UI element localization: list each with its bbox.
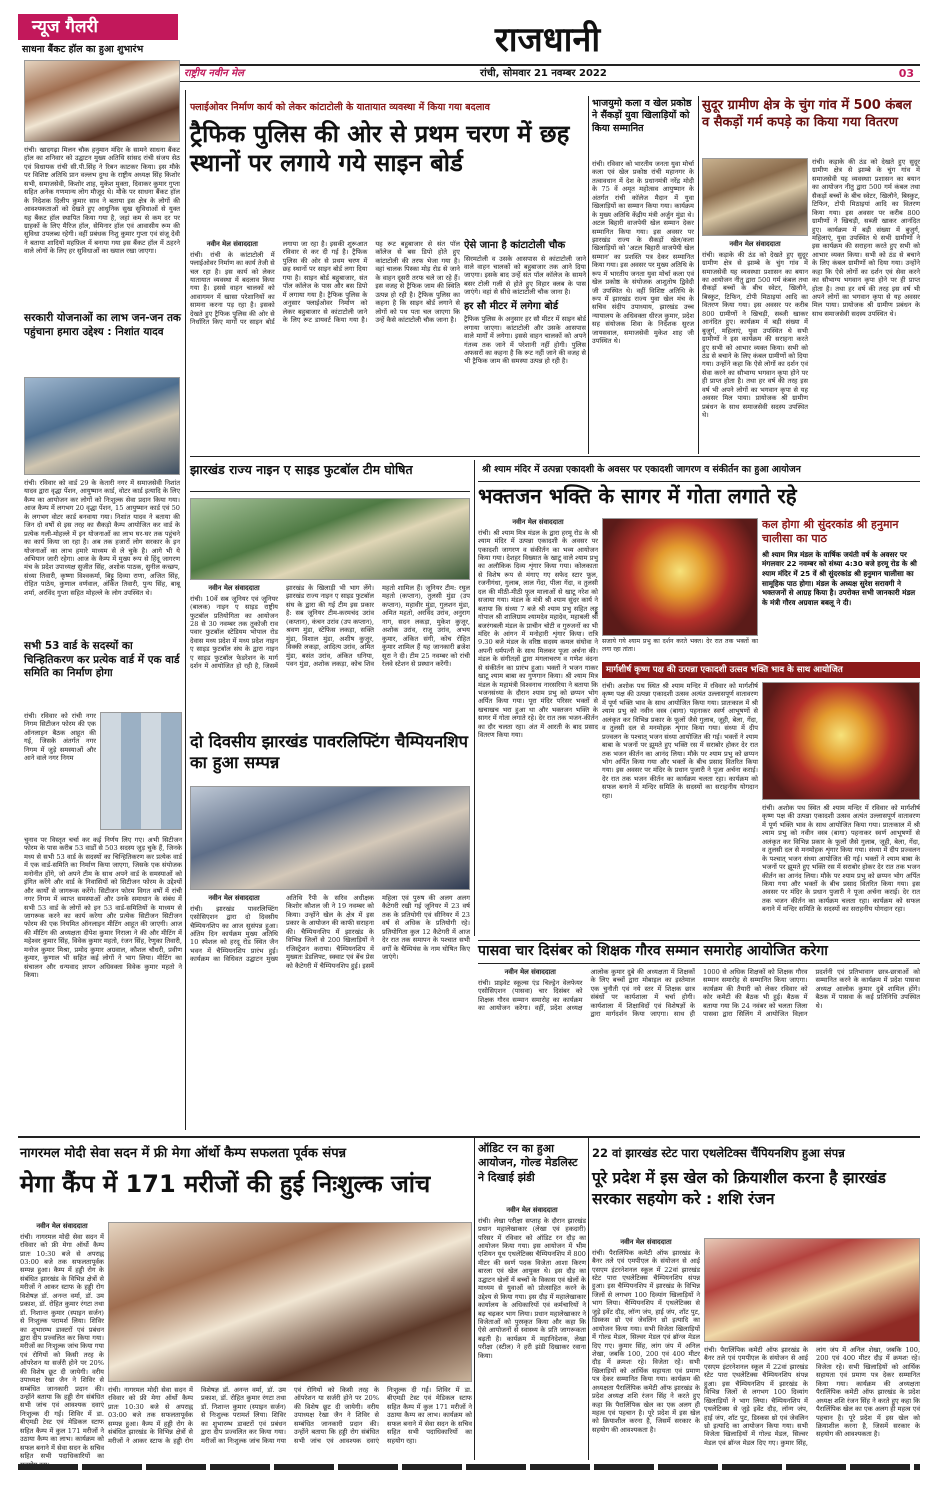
modi-headline: मेगा कैंप में 171 मरीजों की हुई निःशुल्क जांच xyxy=(20,1170,431,1198)
modi-byline: नवीन मेल संवाददाता xyxy=(36,1222,88,1230)
audit-byline: नवीन मेल संवाददाता xyxy=(506,1206,558,1214)
blanket-byline: नवीन मेल संवाददाता xyxy=(729,240,781,248)
athletics-headline: पूरे प्रदेश में इस खेल को क्रियाशील करना है झारखंड सरकार सहयोग करे : शशि रंजन xyxy=(592,1169,886,1208)
traffic-byline: नवीन मेल संवाददाता xyxy=(206,240,258,248)
teacher-body xyxy=(478,968,920,1130)
traffic-body xyxy=(190,240,460,452)
temple-body xyxy=(478,518,598,934)
traffic-sub-2: ऐसे जाना है कांटाटोली चौक xyxy=(464,240,566,251)
temple-photo-caption: सजाये गये श्याम प्रभु का दर्शन करते भक्त। देर रात तक भक्तों का लगा रहा तांता। xyxy=(602,638,758,653)
ortho-camp-photo xyxy=(108,1222,472,1382)
temple-sub-body: रांची। अशोक पथ स्थित श्री श्याम मन्दिर में रविवार को मार्गशीर्ष कृष्ण पक्ष की उत्पन्ना एकादशी उत्सव अत्यंत उल्लासपूर्ण वातावरण में पूर्ण भक्ति भाव के साथ आयोजित किया गया। प्रातःकाल में श्री श्याम प्रभु को नवीन वस्त्र (बागा) पहनाकर स्वर्ण आभूषणों से अलंकृत कर विभिन्न प्रकार के फूलों जैसे गुलाब, जूही, बेला, गेंदा, व तुलसी दल से मनमोहक शृंगार किया गया। संध्या में दीप प्रज्वलन के पश्चात् भजन संध्या आयोजित की गई। भक्तों ने श्याम बाबा के भजनों पर झूमते हुए भक्ति रस में सराबोर होकर देर रात तक भजन कीर्तन का आनंद लिया। मौके पर श्याम प्रभु को छप्पन भोग अर्पित किया गया और भक्तों के बीच प्रसाद वितरित किया गया। इस अवसर पर मंदिर के प्रधान पुजारी ने पूजा अर्चना कराई। देर रात तक भजन कीर्तन का कार्यक्रम चलता रहा। कार्यक्रम को सफल बनाने में मन्दिर समिति के सदस्यों का सराहनीय योगदान रहा। xyxy=(602,682,758,800)
bhajyumo-rule xyxy=(588,96,589,454)
left-column-rule xyxy=(185,90,186,1130)
audit-body-text: रांची। लेखा परीक्षा सप्ताह के दौरान झारखंड प्रधान महालेखाकार (लेखा एवं हकदारी) परिसर में रविवार को ऑडिट रन दौड़ का आयोजन किया गया। इस आयोजन में भीम एशियन यूथ एथलेटिक्स चैम्पियनशिप में 800 मीटर की स्वर्ण पदक विजेता आशा किरण बारला एवं खेल आयुक्त थे। इस दौड़ का उद्घाटन खेलों में बच्चों के विकास एवं खेलों के माध्यम से युवाओं को प्रोत्साहित करने के उद्देश्य से किया गया। इस दौड़ में महालेखाकार कार्यालय के अधिकारियों एवं कर्मचारियों ने बढ़ चढ़कर भाग लिया। प्रधान महालेखाकार ने विजेताओं को पुरस्कृत किया और कहा कि ऐसे आयोजनों से स्वास्थ्य के प्रति जागरूकता बढ़ती है। कार्यक्रम में महानिदेशक, लेखा परीक्षा (स्टील) ने हरी झंडी दिखाकर रवाना किया। xyxy=(478,1216,586,1360)
powerlifting-byline: नवीन मेल संवाददाता xyxy=(208,894,260,902)
blanket-distribution-photo xyxy=(702,158,808,236)
modi-body xyxy=(20,1222,104,1461)
gallery-item-3-title: सभी 53 वार्ड के सदस्यों का चिन्हितिकरण कर प्रत्येक वार्ड में एक वार्ड समिति का निर्माण होगा xyxy=(24,640,180,680)
page-number: 03 xyxy=(898,67,914,80)
athletics-body-cont: रांची। पैरालिंपिक कमेटी ऑफ झारखंड के बैनर तले एवं एमपीएल के संयोजन से आई एसएम इंटरनेशनल स्कूल में 22वां झारखंड स्टेट पारा एथलेटिक्स चैम्पियनशिप संपन्न हुआ। इस चैम्पियनशिप में झारखंड के विभिन्न जिलों से लगभग 100 दिव्यांग खिलाड़ियों ने भाग लिया। चैम्पियनशिप में एथलेटिक्स से जुड़े इवेंट दौड़, लॉन्ग जंप, हाई जंप, शॉट पुट, डिस्कस थ्रो एवं जेवलिन थ्रो इत्यादि का आयोजन किया गया। सभी विजेता खिलाड़ियों में गोल्ड मेडल, सिल्वर मेडल एवं ब्रॉन्ज मेडल दिए गए। कुमार सिंह, लांग जंप में अनिल शेखा, जबकि 100, 200 एवं 400 मीटर दौड़ में क्रमशः रहे। विजेता रहे। सभी खिलाड़ियों को आर्थिक सहायता एवं प्रमाण पत्र देकर सम्मानित किया गया। कार्यक्रम की अध्यक्षता पैरालिंपिक कमेटी ऑफ झारखंड के प्रदेश अध्यक्ष शशि रंजन सिंह ने करते हुए कहा कि पैरालिंपिक खेल का एक अलग ही महत्व एवं पहचान है। पूरे प्रदेश में इस खेल को क्रियाशील करना है, जिसमें सरकार के सहयोग की आवश्यकता है। xyxy=(704,1346,920,1447)
temple-headline: भक्तजन भक्ति के सागर में गोता लगाते रहे xyxy=(478,484,797,508)
para-athletics-photo xyxy=(704,1238,920,1342)
audit-body xyxy=(478,1206,586,1458)
football-body-text: रांची। 10वें सब जूनियर एवं जूनियर (बालक) नाइन ए साइड राष्ट्रीय फुटबॉल प्रतियोगिता का आयोजन 28 से 30 नवम्बर तक तुकोजी राव पवार फुटबॉल स्टेडियम भोपाल रोड देवास मध्य प्रदेश में मध्य प्रदेश नाइन ए साइड फुटबॉल संघ के द्वारा नाइन ए साइड फुटबॉल फेडरेशन के मार्ग दर्शन में आयोजित हो रही है, जिसमें झारखंड के खिलाड़ी भी भाग लेंगे। झारखंड राज्य नाइन ए साइड फुटबॉल संघ के द्वारा की गई टीम इस प्रकार है: सब जूनियर टीम-करमचंद उरांव (कप्तान), कंचन उरांव (उप कप्तान), श्रवण मुंडा, स्टेफिस लकड़ा, सक्ति मुंडा, विशाल मुंडा, अशीष कुजूर, विक्की लकड़ा, आदित्य उरांव, अमित मुंडा, बसंत उरांव, अंकित धनिया, पवन मुंडा, अशोक लकड़ा, कोच शिव महतो शामिल हैं। जूनियर टीम: रघुल महतो (कप्तान), तुलसी मुंडा (उप कप्तान), महावीर मुंडा, गुलशन मुंडा, अमित महतो, अरविंद उरांव, अनुराग नाग, सदन लकड़ा, मुकेश कुजूर, अशोक उरांव, राजू उरांव, अभय कुमार, अंकित संगी, कोच रोहित कुमार शामिल हैं यह जानकारी ब्रजेश सूरा ने दी। टीम 25 नवम्बर को रांची रेलवे स्टेशन से प्रस्थान करेंगी। xyxy=(190,584,470,671)
teacher-byline: नवीन मेल संवाददाता xyxy=(504,968,556,976)
athletics-body xyxy=(592,1238,700,1458)
news-gallery-label: न्यूज गैलरी xyxy=(18,14,178,40)
temple-byline: नवीन मेल संवाददाता xyxy=(512,518,564,526)
temple-inset xyxy=(762,518,920,658)
temple-sub-kicker: मार्गशीर्ष कृष्ण पक्ष की उत्पन्ना एकादशी उत्सव भक्ति भाव के साथ आयोजित xyxy=(602,662,920,678)
traffic-sub-1-body: ट्रैफिक पुलिस के अनुसार हर सौ मीटर में साइन बोर्ड लगाया जाएगा। कांटाटोली और उसके आसपास वाले मार्गों में लगेगा। इससे वाहन चालकों को अपने गंतव्य तक जाने में परेशानी नहीं होगी। पुलिस अफसरों का कहना है कि रूट नहीं जाने की वजह से भी ट्रैफिक जाम की समस्या उत्पन्न हो रही है। xyxy=(464,315,586,366)
traffic-sub-1: हर सौ मीटर में लगेगा बोर्ड xyxy=(464,300,559,312)
mid-rule-1 xyxy=(190,456,920,457)
powerlifting-photo xyxy=(190,786,470,890)
temple-inset-body: श्री श्याम मित्र मंडल के वार्षिक जयंती वर्ष के अवसर पर मंगलवार 22 नवम्बर को संध्या 4:30 बजे हरमू रोड के श्री श्याम मंदिर में 25 वें श्री सुंदरकांड श्री हनुमान चालीसा का सामूहिक पाठ होगा। मंडल के अध्यक्ष सुरेश सरावगी ने भक्तजनों से आग्रह किया है। उपरोक्त सभी जानकारी मंडल के मंत्री गौरव अग्रवाल बबलू ने दी। xyxy=(762,549,917,608)
athletics-kicker: 22 वां झारखंड स्टेट पारा एथलेटिक्स चैंपियनशिप हुआ संपन्न xyxy=(592,1146,845,1160)
traffic-headline: ट्रैफिक पुलिस की ओर से प्रथम चरण में छह स्थानों पर लगाये गये साइन बोर्ड xyxy=(190,120,570,178)
audit-rule xyxy=(474,1138,475,1460)
powerlifting-body xyxy=(190,894,470,1034)
powerlifting-body-text: रांची। झारखंड पावरलिफ्टिंग एसोसिएशन द्वारा दो दिवसीय चैम्पियनशिप का आज सुसंपन्न हुआ। अंतिम दिन कार्यक्रम मुख्य अतिथि 10 स्पेशल को हरदू रोड स्थित जैन भवन में चैम्पियनशिप प्रारंभ हुई। कार्यक्रम का विधिवत उद्घाटन मुख्य अतिथि रैंपी के सरिव अधीक्षक किशोर कौशल जी ने 19 नवम्बर को किया। उन्होंने खेल के क्षेत्र में इस प्रकार के आयोजन की काफी सराहना की। चैम्पियनशिप में झारखंड के विभिन्न जिलों से 200 खिलाड़ियों ने रजिस्ट्रेशन कराया। चैम्पियनशिप में मुख्यतः डेडलिफ्ट, स्क्वाट एवं बेंच प्रेस को कैटेगरी में चैम्पियनशिप हुई। इसमें महिला एवं पुरुष की अलग अलग कैटेगरी रखी गई जूनियर में 23 वर्ष तक के प्रतियोगी एवं सीनियर में 23 वर्ष से अधिक के प्रतियोगी रहे। प्रतियोगिता कुल 12 कैटेगरी में आज देर रात तक समापन के पश्चात सभी वर्गों के चैम्पियंस के नाम घोषित किए जाएंगे। xyxy=(190,894,470,970)
gallery-item-2-title: सरकारी योजनाओं का लाभ जन-जन तक पहुंचाना हमारा उद्देश्य : निशांत यादव xyxy=(24,312,181,338)
football-body xyxy=(190,584,470,726)
bhajyumo-body: रांची। रविवार को भारतीय जनता युवा मोर्चा कला एवं खेल प्रकोष्ठ रांची महानगर के तत्वावधान में देश के प्रधानमंत्री नरेंद्र मोदी के 75 वें अमृत महोत्सव आयुष्मान के अंतर्गत रांची कॉलेज मैदान में युवा खिलाड़ियों का सम्मान किया गया। कार्यक्रम के मुख्य अतिथि केंद्रीय मंत्री अर्जुन मुंडा थे। अटल बिहारी वाजपेयी खेल सम्मान देकर सम्मानित किया गया। इस अवसर पर झारखंड राज्य के सैकड़ों खेल/कला खिलाड़ियों को 'अटल बिहारी वाजपेयी खेल सम्मान' का प्रशस्ति पत्र देकर सम्मानित किया गया। इस अवसर पर मुख्य अतिथि के रूप में भारतीय जनता युवा मोर्चा कला एवं खेल प्रकोष्ठ के संयोजक आशुतोष द्विवेदी जी उपस्थित थे। वहीं विशिष्ट अतिथि के रूप में झारखंड राज्य युवा खेल मंच के सचिव संदीप उपाध्याय, झारखंड उच्च न्यायालय के अधिवक्ता धीरज कुमार, प्रदेश सह संयोजक शिवा के निर्देशक सुरज जायसवाल, समाजसेवी मुकेश शाह जी उपस्थित थे। xyxy=(592,160,694,346)
athletics-rule xyxy=(588,1138,589,1460)
footer-bar xyxy=(18,1464,920,1470)
athletics-byline: नवीन मेल संवाददाता xyxy=(620,1238,672,1246)
brand-name: राष्ट्रीय नवीन मेल xyxy=(184,68,244,79)
gallery-item-2-body: रांची। रविवार को वार्ड 29 के केतारी नगर में समाजसेवी निशांत यादव द्वारा वृद्धा पेंशन, आयुष्मान कार्ड, वोटर कार्ड इत्यादि के लिए कैम्प का आयोजन कर लोगों को निःशुल्क सेवा प्रदान किया गया। आज कैम्प में लगभग 20 वृद्धा पेंशन, 15 आयुष्मान कार्ड एवं 50 के लगभग वोटर कार्ड बनवाया गया। निशांत यादव ने बताया की जिन दो वर्षों से इस तरह का सैकड़ो कैम्प आयोजित कर वार्ड के प्रत्येक गली-मोहल्ले में इन योजनाओं का लाभ घर-घर तक पहुंचने का कार्य किया जा रहा है। अब तक हजारों लोग सरकार के इन योजनाओं का लाभ हमारे माध्यम से ले चुके है। आगे भी ये अभियान जारी रहेगा। आज के कैम्प में मुख्य रूप से हिंदू जागरण मंच के प्रदेश उपाध्यक्ष सुजीत सिंह, अशोक पाठक, सुनील कच्छप, संध्या तिवारी, कृष्णा विश्वकर्मा, बिट्टू दिव्या राणा, अजित सिंह, रोहित पाठेय, कुणाल वर्णवाल, अंकित तिवारी, पुन्य सिंह, बाबू शर्मा, अरविंद गुप्ता सहित मोहल्ले के लोग उपस्थित थे। xyxy=(24,479,180,597)
teacher-body-text: रांची। प्राइवेट स्कूल्स एंड चिल्ड्रेन वेलफेयर एसोसिएशन (पासवा) चार दिसंबर को शिक्षक गौरव सम्मान समारोह का कार्यक्रम का आयोजन करेगा। वहीं, प्रदेश अध्यक्ष आलोक कुमार दुबे की अध्यक्षता में शिक्षकों के लिए बच्चों द्वारा मोबाइल का इस्तेमाल एक चुनौती एवं नये स्तर में शिक्षक छात्र संबंधों पर कार्यशाला में चर्चा होगी। कार्यशाला में शिक्षाविदों एवं विशेषज्ञों के द्वारा मार्गदर्शन किया जाएगा। साथ ही 1000 से अधिक शिक्षकों को शिक्षक गौरव सम्मान समारोह से सम्मानित किया जाएगा। कार्यक्रम की तैयारी को लेकर रविवार को कोर कमेटी की बैठक भी हुई। बैठक में बताया गया कि 24 नवंबर को चलता जिला पासवा द्वारा सिलिंग में आयोजित विज्ञान प्रदर्शनी एवं प्रतिभावान छात्र-छात्राओं को सम्मानित करने के कार्यक्रम में प्रदेश पासवा अध्यक्ष आलोक कुमार दुबे शामिल होंगे। बैठक में पासवा के कई प्रतिनिधि उपस्थित थे। xyxy=(478,968,920,1019)
football-byline: नवीन मेल संवाददाता xyxy=(208,584,260,592)
blanket-headline: सुदूर ग्रामीण क्षेत्र के चुंग गांव में 500 कंबल व सैकड़ों गर्म कपड़े का किया गया वितरण xyxy=(702,98,912,130)
mid-rule-2 xyxy=(18,1136,920,1138)
section-title: राजधानी xyxy=(494,20,601,60)
audit-headline: ऑडिट रन का हुआ आयोजन, गोल्ड मेडलिस्ट ने दिखाई झंडी xyxy=(478,1142,578,1184)
temple-body-text: रांची। श्री श्याम मित्र मंडल के द्वारा हरमू रोड के श्री श्याम मंदिर में उत्पन्ना एकादशी के अवसर पर एकादशी जागरण व संकीर्तन का भव्य आयोजन किया गया। देशहर विख्यात के खाटू वाले श्याम प्रभु का अलौकिक दिव्य शृंगार किया गया। कोलकाता से विशेष रूप से मंगाए गए सफेद स्टार फूल, रजनीगंधा, गुलाब, लाल गेंदा, पीला गेंदा, व तुलसी दल की मीठी-मीठी फूल मालाओं से खाटू नरेश को सजाया गया। मंडल के मंत्री श्री श्याम सुंदर कार्य ने बताया कि संध्या 7 बजे श्री श्याम प्रभु सहित लड्डू गोपाल श्री शालिग्राम श्यामदेव महादेव, महाबली श्री बजरंगबली मंडल के प्राचीन चोटी व गुरुजनों का भी मंदिर के आंगन में मनोहारी शृंगार किया। रात्रि 9.30 बजे मंडल के वरिष्ठ सदस्य कमल संघोवा ने अपनी धर्मपत्नी के साथ मिलकर पूजा अर्चना की। मंडल के संगीतज्ञों द्वारा मंगलाचरण व गणेश वंदना से संकीर्तन का प्रारंभ हुआ। भक्तों ने भजन गाकर खाटू श्याम बाबा का गुणगान किया। श्री श्याम मित्र मंडल के महामंत्री विश्वनाथ नारसरिया ने बताया कि भजनसंध्या के दौरान श्याम प्रभु को छप्पन भोग अर्पित किया गया। पूरा मंदिर परिसर भक्तों से खचाखच भरा हुआ था और भक्तजन भक्ति के सागर में गोता लगाते रहे। देर रात तक भजन-कीर्तन का दौर चलता रहा। अंत में आरती के बाद प्रसाद वितरण किया गया। xyxy=(478,528,598,740)
football-team-photo xyxy=(190,498,470,580)
shyam-shringar-photo xyxy=(762,682,920,800)
teacher-headline: पासवा चार दिसंबर को शिक्षक गौरव सम्मान समारोह आयोजित करेगा xyxy=(478,940,920,964)
traffic-kicker: फ्लाईओवर निर्माण कार्य को लेकर कांटाटोली के यातायात व्यवस्था में किया गया बदलाव xyxy=(190,102,490,113)
online-meeting-photo xyxy=(100,712,182,830)
modi-body-text: रांची। नागरमल मोदी सेवा सदन में रविवार को फ्री मेगा ऑर्थो कैम्प प्रातः 10:30 बजे से अपराह्न 03:00 बजे तक सफलतापूर्वक सम्पन्न हुआ। कैम्प में हड्डी रोग के संबंधित झारखंड के विभिन्न क्षेत्रों से मरीजों ने आकर स्टाफ के हड्डी रोग विशेषज्ञ डॉ. अनन्त वर्मा, डॉ. उम प्रकाश, डॉ. रोहित कुमार रंगटा तथा डॉ. निशान्त कुमार (स्पाइन सर्जन) से निःशुल्क परामर्श लिया। शिविर का शुभारम्भ डाक्टरों एवं प्रबंधन द्वारा दीप प्रज्वलित कर किया गया। मरीजों का निःशुल्क जांच किया गया एवं रोगियों को किसी तरह के ऑपरेशन या सर्जरी होने पर 20% की विशेष छूट दी जायेगी। वरीय उपाध्यक्ष रेखा जैन ने शिविर से सम्बंधित जानकारी प्रदान की। उन्होंने बताया कि हड्डी रोग संबंधित सभी जांच एवं आवश्यक दवाएं निःशुल्क दी गईं। शिविर में डा. बीएमडी टेस्ट एवं मेडिकल स्टाफ सहित कैम्प में कुल 171 मरीजों ने उठाया कैम्प का लाभ। कार्यक्रम को सफल बनाने में सेवा सदन के सचिव सहित सभी पदाधिकारियों का xyxy=(20,1232,104,1461)
temple-inset-title: कल होगा श्री सुंदरकांड श्री हनुमान चालीसा का पाठ xyxy=(762,518,899,546)
temple-sub-body-cont: रांची। अशोक पथ स्थित श्री श्याम मन्दिर में रविवार को मार्गशीर्ष कृष्ण पक्ष की उत्पन्ना एकादशी उत्सव अत्यंत उल्लासपूर्ण वातावरण में पूर्ण भक्ति भाव के साथ आयोजित किया गया। प्रातःकाल में श्री श्याम प्रभु को नवीन वस्त्र (बागा) पहनाकर स्वर्ण आभूषणों से अलंकृत कर विभिन्न प्रकार के फूलों जैसे गुलाब, जूही, बेला, गेंदा, व तुलसी दल से मनमोहक शृंगार किया गया। संध्या में दीप प्रज्वलन के पश्चात् भजन संध्या आयोजित की गई। भक्तों ने श्याम बाबा के भजनों पर झूमते हुए भक्ति रस में सराबोर होकर देर रात तक भजन कीर्तन का आनंद लिया। मौके पर श्याम प्रभु को छप्पन भोग अर्पित किया गया और भक्तों के बीच प्रसाद वितरित किया गया। इस अवसर पर मंदिर के प्रधान पुजारी ने पूजा अर्चना कराई। देर रात तक भजन कीर्तन का कार्यक्रम चलता रहा। कार्यक्रम को सफल बनाने में मन्दिर समिति के सदस्यों का सराहनीय योगदान रहा। xyxy=(762,804,920,914)
gallery-item-3-body-a: रांची। रविवार को रांची नगर निगम सिटीजन फोरम की एक ऑनलाइन बैठक आहूत की गई, जिसके अंतर्गत नगर निगम में जुड़े समस्याओं और आने वाले नगर निगम xyxy=(24,712,96,763)
masthead-bar xyxy=(180,64,920,82)
powerlifting-headline: दो दिवसीय झारखंड पावरलिफ्टिंग चैम्पियनशिप का हुआ सम्पन्न xyxy=(190,732,468,772)
dateline: रांची, सोमवार 21 नवम्बर 2022 xyxy=(480,68,607,79)
shyam-idol-photo xyxy=(602,518,758,636)
traffic-body-text: रांची। रांची के कांटाटोली में फ्लाईओवर निर्माण का कार्य तेजी से चल रहा है। इस कार्य को लेकर यातायात व्यवस्था में बदलाव किया गया है। इससे वाहन चालकों को आवागमन में खासा परेशानियों का सामना करना पड़ रहा है। इसको देखते हुए ट्रैफिक पुलिस की ओर से निर्धारित किए मार्गों पर साइन बोर्ड लगाया जा रहा है। इसकी शुरूआत रविवार से कर दी गई है। ट्रैफिक पुलिस की ओर से प्रथम चरण में छह स्थानों पर साइन बोर्ड लगा दिया गया है। साइन बोर्ड बहुबाजार, संत पॉल कॉलेज के पास और बस डिपो में लगाया गया है। ट्रैफिक पुलिस के अनुसार फ्लाईओवर निर्माण को लेकर बहुबाजार से कांटाटोली जाने के लिए रूट डायवर्ट किया गया है। यह रूट बहुबाजार से संत पॉल कॉलेज से बस डिपो होते हुए कांटाटोली की तरफ भेजा गया है। वहां चालक पिस्का मोड़ रोड से जाने के वाहन दूसरी तरफ चले जा रहे हैं। इस वजह से ट्रैफिक जाम की स्थिति उत्पन्न हो रही है। ट्रैफिक पुलिस का कहना है कि साइन बोर्ड लगाने से लोगों को पथ पता चल जाएगा कि उन्हें कैसे कांटाटोली चौक जाना है। xyxy=(190,240,460,327)
gallery-item-1-title: साधना बैंकट हॉल का हुआ शुभारंभ xyxy=(22,44,144,55)
temple-rule xyxy=(474,460,475,936)
blanket-rule xyxy=(698,96,699,454)
blanket-body xyxy=(702,240,808,452)
banquet-hall-photo xyxy=(24,60,180,142)
bhajyumo-headline: भाजयुमो कला व खेल प्रकोष्ठ ने सैंकड़ों युवा खिलाड़ियों को किया सम्मानित xyxy=(592,98,692,134)
traffic-sub-2-body: सिरमटोली व उसके आसपास से कांटाटोली जाने वाले वाहन चालकों को बहुबाजार तक आने दिया जाएगा। इसके बाद उन्हें संत पॉल कॉलेज के सामने बसर टोली गली से होते हुए विहार क्लब के पास जाएंगे। वहां से सीधे कांटाटोली चौक जाना है। xyxy=(464,254,586,297)
football-headline: झारखंड राज्य नाइन ए साइड फुटबॉल टीम घोषित xyxy=(190,462,470,492)
gallery-item-3-body-b: चुनाव पर विस्तृत चर्चा कर कई निर्णय लिए गए। अभी सिटीजन फोरम के पास करीब 53 वार्डों से 503 सदस्य जुड़ चुके हैं, जिनके मध्य से सभी 53 वार्ड के सदस्यों का चिन्हितिकरण कर प्रत्येक वार्ड में एक वार्ड-समिति का निर्माण किया जाएगा, जिसके एक संयोजक मनोनीत होंगे, जो अपने टीम के साथ अपने वार्ड के समस्याओं को इंगित करेंगे और वार्ड के निवासियों को सिटीजन फोरम के उद्देश्यों और कार्यों से जागरूक करेंगे। सिटीजन फोरम विगत वर्षों में रांची नगर निगम में व्याप्त समस्याओं और उनके समाधान के संबंध में सभी 53 वार्ड के लोगों को इन 53 वार्ड-समितियों के माध्यम से जागरूक करने का कार्य करेगा और प्रत्येक सिटीजन सिटीजन फोरम की एक नियमित ऑनलाइन मीटिंग आहूत की जाएगी। आज की मीटिंग की अध्यक्षता दीपेश कुमार निराला ने की और मीटिंग में महेश्वर कुमार सिंह, विवेक कुमार महतो, रंजन सिंह, रेणुका तिवारी, मनोज कुमार मिश्रा, प्रमोद कुमार अग्रवाल, कौशल चौधरी, प्रवीण कुमार, कुणाल भी सहित कई लोगों ने भाग लिया। मीटिंग का संचालन और धन्यवाद ज्ञापन अधिवक्ता विवेक कुमार महतो ने किया। xyxy=(24,836,182,979)
blanket-body-cont: रांची। कड़ाके की ठंड को देखते हुए सुदूर ग्रामीण क्षेत्र से झाम्बे के चुंग गांव में समाजसेवी यह व्यवस्थाा प्रशासन का बयान का आयोजन नीतु द्वारा 500 गर्म कंबल तथा सैकड़ों बच्चों के बीच स्वेटर, खिलौने, बिस्कुट, टिफिन, टोपी मिठाइयां आदि का वितरण किया गया। इस अवसर पर करीब 800 ग्रामीणों ने खिचड़ी, सब्जी खाकर आनंदित हुए। कार्यक्रम में बड़ी संख्या में बुजुर्ग, महिलाएं, युवा उपस्थित थे सभी ग्रामीणों ने इस कार्यक्रम की सराहना करते हुए सभी को आभार व्यक्त किया। सभी को ठंड से बचाने के लिए कंबल ग्रामीणों को दिया गया। उन्होंने कहा कि ऐसे लोगों का दर्शन एवं सेवा करने का सौभाग्य भगवान कृपा होने पर ही प्राप्त होता है। तथा हर वर्ष की तरह इस वर्ष भी अपने लोगों का भगवान कृपा से यह अवसर मिल पाया। प्रायोजक श्री ग्रामीण प्रबंधन के साथ समाजसेवी सदस्य उपस्थित थे। xyxy=(812,158,920,318)
blanket-body-text: रांची। कड़ाके की ठंड को देखते हुए सुदूर ग्रामीण क्षेत्र से झाम्बे के चुंग गांव में समाजसेवी यह व्यवस्थाा प्रशासन का बयान का आयोजन नीतु द्वारा 500 गर्म कंबल तथा सैकड़ों बच्चों के बीच स्वेटर, खिलौने, बिस्कुट, टिफिन, टोपी मिठाइयां आदि का वितरण किया गया। इस अवसर पर करीब 800 ग्रामीणों ने खिचड़ी, सब्जी खाकर आनंदित हुए। कार्यक्रम में बड़ी संख्या में बुजुर्ग, महिलाएं, युवा उपस्थित थे सभी ग्रामीणों ने इस कार्यक्रम की सराहना करते हुए सभी को आभार व्यक्त किया। सभी को ठंड से बचाने के लिए कंबल ग्रामीणों को दिया गया। उन्होंने कहा कि ऐसे लोगों का दर्शन एवं सेवा करने का सौभाग्य भगवान कृपा होने पर ही प्राप्त होता है। तथा हर वर्ष की तरह इस वर्ष भी अपने लोगों का भगवान कृपा से यह अवसर मिल पाया। प्रायोजक श्री ग्रामीण प्रबंधन के साथ समाजसेवी सदस्य उपस्थित थे। xyxy=(702,250,808,419)
athletics-body-text: रांची। पैरालिंपिक कमेटी ऑफ झारखंड के बैनर तले एवं एमपीएल के संयोजन से आई एसएम इंटरनेशनल स्कूल में 22वां झारखंड स्टेट पारा एथलेटिक्स चैम्पियनशिप संपन्न हुआ। इस चैम्पियनशिप में झारखंड के विभिन्न जिलों से लगभग 100 दिव्यांग खिलाड़ियों ने भाग लिया। चैम्पियनशिप में एथलेटिक्स से जुड़े इवेंट दौड़, लॉन्ग जंप, हाई जंप, शॉट पुट, डिस्कस थ्रो एवं जेवलिन थ्रो इत्यादि का आयोजन किया गया। सभी विजेता खिलाड़ियों में गोल्ड मेडल, सिल्वर मेडल एवं ब्रॉन्ज मेडल दिए गए। कुमार सिंह, लांग जंप में अनिल शेखा, जबकि 100, 200 एवं 400 मीटर दौड़ में क्रमशः रहे। विजेता रहे। सभी खिलाड़ियों को आर्थिक सहायता एवं प्रमाण पत्र देकर सम्मानित किया गया। कार्यक्रम की अध्यक्षता पैरालिंपिक कमेटी ऑफ झारखंड के प्रदेश अध्यक्ष शशि रंजन सिंह ने करते हुए कहा कि पैरालिंपिक खेल का एक अलग ही महत्व एवं पहचान है। पूरे प्रदेश में इस खेल को क्रियाशील करना है, जिसमें सरकार के सहयोग की आवश्यकता है। xyxy=(592,1248,700,1434)
traffic-side xyxy=(464,240,586,452)
temple-kicker: श्री श्याम मंदिर में उत्पन्ना एकादशी के अवसर पर एकादशी जागरण व संकीर्तन का हुआ आयोजन xyxy=(482,464,801,475)
gallery-item-1-body: रांची। खादगढ़ा मिलन चौक हनुमान मंदिर के सामने साधना बैंकट हॉल का शनिवार को उद्घाटन मुख्य अतिथि सांसद रांची संजय सेठ एवं विधायक रांची सी.पी.सिंह ने रिबन काटकर किया। इस मौके पर विशिष्ट अतिथि प्रान वल्लभ दुग्ध के राष्ट्रीय अध्यक्ष सिंह किशोर सभी, समाजसेवी, किशोर शाह, मुकेश मुक्ता, दिवाकर कुमार गुप्ता सहित अनेक गणमान्य लोग मौजूद थे। मौके पर साधना बैंकट हॉल के निदेशक दिलीप कुमार साव ने बताया इस क्षेत्र के लोगों की आवश्यकताओं को देखते हुए आधुनिक सुख सुविधाओं से युक्त यह बैंकट हॉल स्थापित किया गया है, जहां कम से कम दर पर ग्राहकों के लिए मैरिज हॉल, सेमिनार हॉल एवं आवासीय रूम की सुविधा उपलब्ध रहेगी। वहीं प्रबंधक निशु कुमार गुप्ता एवं संजू देवी ने बताया शादियों महफ़िल में बनाया गया इस बैंकट हॉल में ठहरने वाले लोगों के लिए हर सुविधाओं का ख्याल रखा जाएगा। xyxy=(24,146,180,256)
pension-camp-photo xyxy=(24,377,180,475)
modi-body-cont: रांची। नागरमल मोदी सेवा सदन में रविवार को फ्री मेगा ऑर्थो कैम्प प्रातः 10:30 बजे से अपराह्न 03:00 बजे तक सफलतापूर्वक सम्पन्न हुआ। कैम्प में हड्डी रोग के संबंधित झारखंड के विभिन्न क्षेत्रों से मरीजों ने आकर स्टाफ के हड्डी रोग विशेषज्ञ डॉ. अनन्त वर्मा, डॉ. उम प्रकाश, डॉ. रोहित कुमार रंगटा तथा डॉ. निशान्त कुमार (स्पाइन सर्जन) से निःशुल्क परामर्श लिया। शिविर का शुभारम्भ डाक्टरों एवं प्रबंधन द्वारा दीप प्रज्वलित कर किया गया। मरीजों का निःशुल्क जांच किया गया एवं रोगियों को किसी तरह के ऑपरेशन या सर्जरी होने पर 20% की विशेष छूट दी जायेगी। वरीय उपाध्यक्ष रेखा जैन ने शिविर से सम्बंधित जानकारी प्रदान की। उन्होंने बताया कि हड्डी रोग संबंधित सभी जांच एवं आवश्यक दवाएं निःशुल्क दी गईं। शिविर में डा. बीएमडी टेस्ट एवं मेडिकल स्टाफ सहित कैम्प में कुल 171 मरीजों ने उठाया कैम्प का लाभ। कार्यक्रम को सफल बनाने में सेवा सदन के सचिव सहित सभी पदाधिकारियों का सहयोग रहा। xyxy=(108,1386,472,1445)
modi-kicker: नागरमल मोदी सेवा सदन में फ्री मेगा ऑर्थो कैम्प सफलता पूर्वक संपन्न xyxy=(20,1146,346,1161)
temple-kicker-band xyxy=(478,460,920,482)
